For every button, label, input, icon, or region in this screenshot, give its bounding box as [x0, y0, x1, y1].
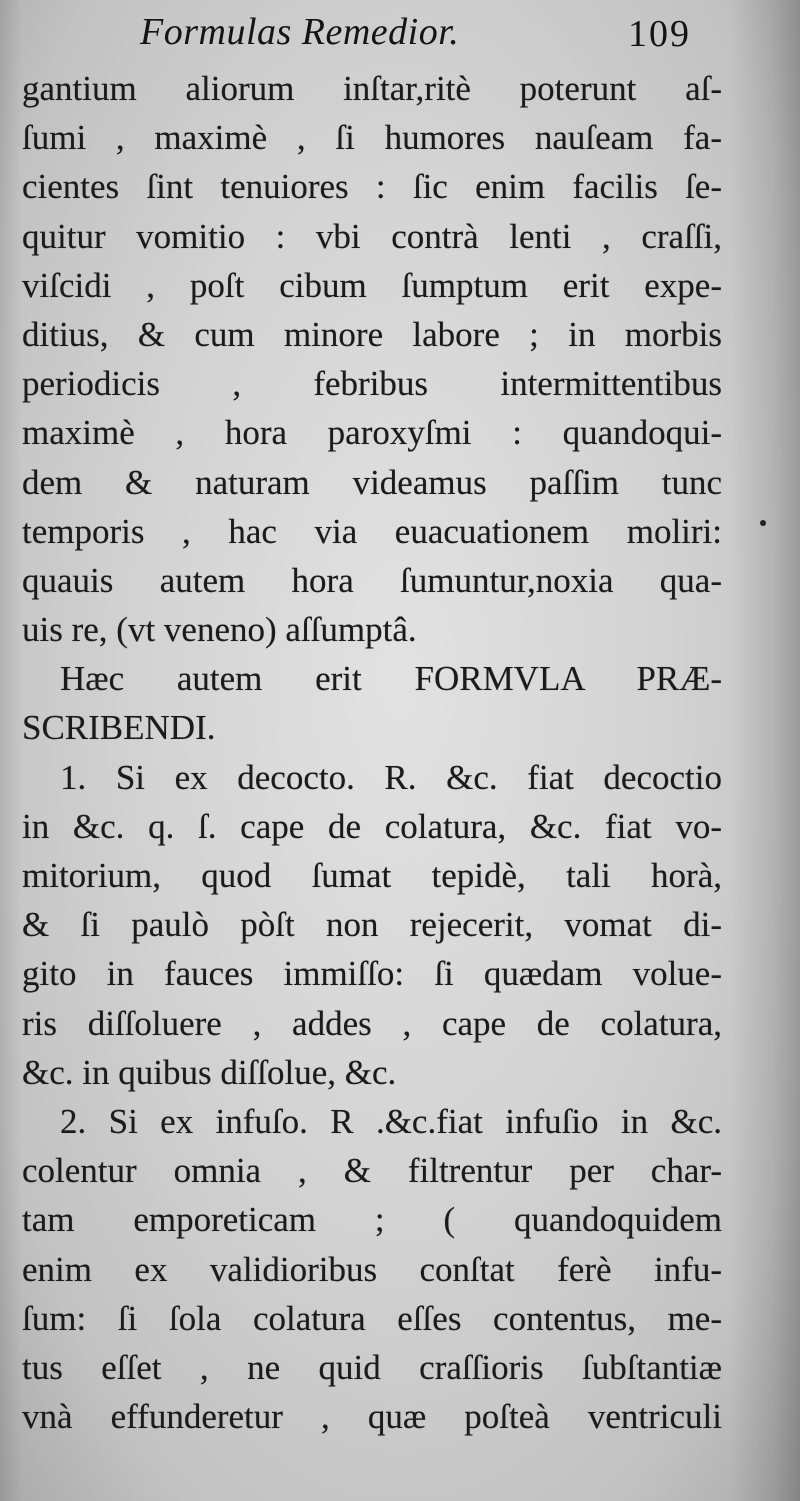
- text-line: cientes ſint tenuiores : ſic enim facilis ſe-: [22, 167, 722, 207]
- ink-spot: [760, 520, 766, 526]
- text-line: enim ex validioribus conſtat ferè infu-: [22, 1249, 722, 1289]
- text-line: tus eſſet , ne quid craſſioris ſubſtantiæ: [22, 1347, 722, 1387]
- text-line: uis re, (vt veneno) aſſumptâ.: [22, 610, 417, 650]
- text-line: & ſi paulò pòſt non rejecerit, vomat di-: [22, 905, 722, 945]
- text-line: colentur omnia , & filtrentur per char-: [22, 1151, 722, 1191]
- page-number: 109: [628, 13, 691, 55]
- running-title: Formulas Remedior.: [140, 11, 460, 53]
- text-line: maximè , hora paroxyſmi : quandoqui-: [22, 413, 722, 453]
- text-line: temporis , hac via euacuationem moliri:: [22, 511, 722, 551]
- text-line: dem & naturam videamus paſſim tunc: [22, 462, 722, 502]
- text-line: in &c. q. ſ. cape de colatura, &c. fiat vo-: [22, 806, 722, 846]
- text-line: tam emporeticam ; ( quandoquidem: [22, 1200, 722, 1240]
- text-line: ſumi , maximè , ſi humores nauſeam fa-: [22, 118, 722, 158]
- section-heading-line: Hæc autem erit FORMVLA PRÆ-: [60, 659, 722, 699]
- text-line: 2. Si ex infuſo. R .&c.fiat infuſio in &c.: [60, 1101, 722, 1141]
- text-line: 1. Si ex decocto. R. &c. fiat decoctio: [60, 757, 722, 797]
- text-line: gantium aliorum inſtar,ritè poterunt aſ-: [22, 69, 722, 108]
- text-line: vnà effunderetur , quæ poſteà ventriculi: [22, 1397, 722, 1437]
- text-line: viſcidi , poſt cibum ſumptum erit expe-: [22, 265, 722, 305]
- text-line: ris diſſoluere , addes , cape de colatura,: [22, 1003, 722, 1043]
- text-line: periodicis , febribus intermittentibus: [22, 364, 722, 404]
- text-line: &c. in quibus diſſolue, &c.: [22, 1052, 397, 1092]
- text-line: gito in fauces immiſſo: ſi quædam volue-: [22, 954, 722, 994]
- text-line: mitorium, quod ſumat tepidè, tali horà,: [22, 856, 722, 895]
- section-heading-line: SCRIBENDI.: [22, 708, 216, 748]
- text-line: quitur vomitio : vbi contrà lenti , craſſi,: [22, 216, 722, 256]
- body-text: [22, 64, 722, 1441]
- text-line: ſum: ſi ſola colatura eſſes contentus, me-: [22, 1298, 722, 1338]
- text-line: ditius, & cum minore labore ; in morbis: [22, 314, 722, 354]
- text-line: quauis autem hora ſumuntur,noxia qua-: [22, 560, 722, 600]
